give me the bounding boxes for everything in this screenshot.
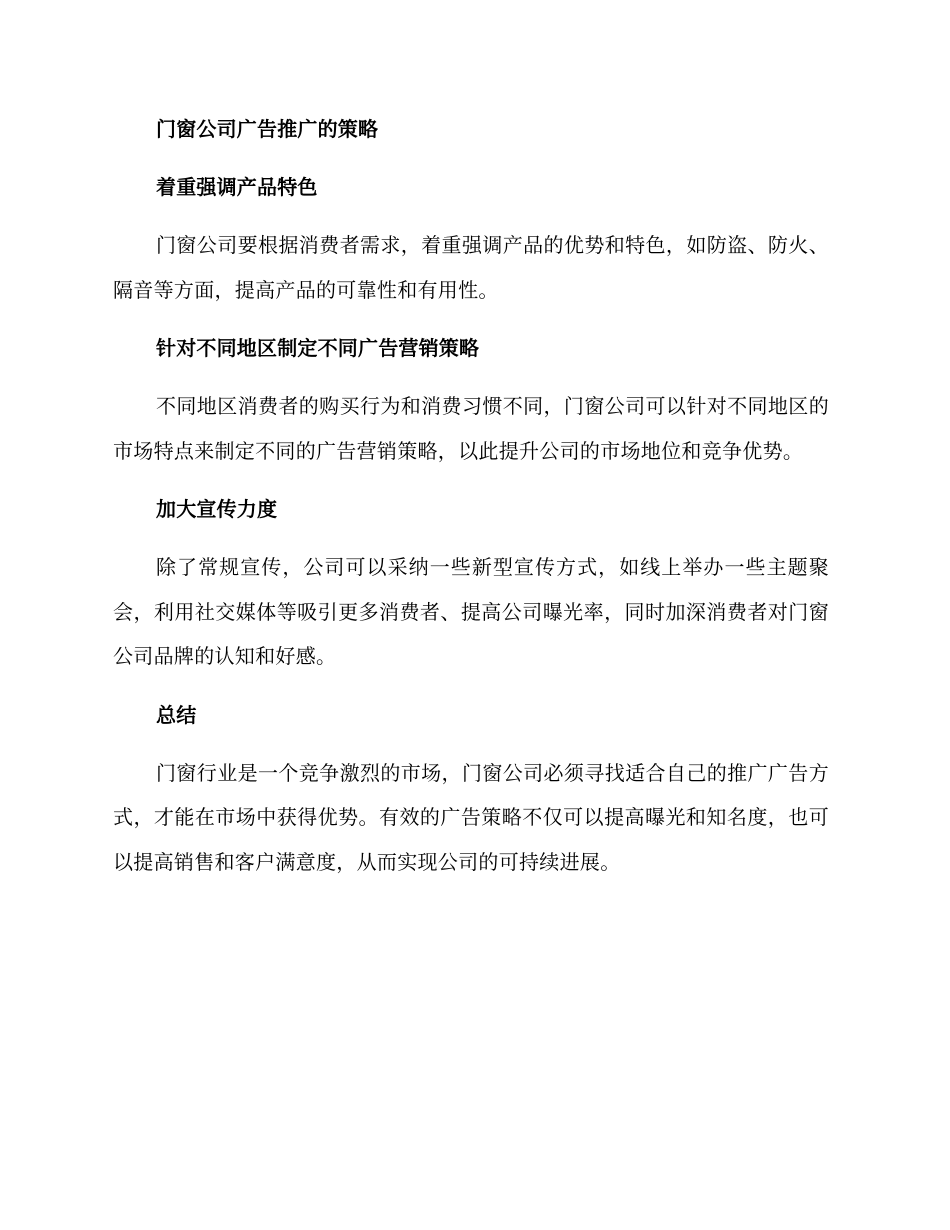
section-heading: 加大宣传力度 [156, 497, 278, 521]
section-paragraph: 门窗行业是一个竞争激烈的市场，门窗公司必须寻找适合自己的推广广告方式，才能在市场中获得优势。有效的广告策略不仅可以提高曝光和知名度，也可以提高销售和客户满意度，从而实现公司的可持续进展。 [113, 760, 829, 874]
section-heading: 总结 [156, 702, 197, 727]
document-body [113, 107, 829, 884]
section-paragraph: 门窗公司要根据消费者需求，着重强调产品的优势和特色，如防盗、防火、隔音等方面，提高产品的可靠性和有用性。 [113, 233, 829, 302]
section-heading: 着重强调产品特色 [156, 175, 318, 199]
section-heading: 针对不同地区制定不同广告营销策略 [156, 336, 480, 360]
document-title: 门窗公司广告推广的策略 [156, 117, 379, 141]
section-paragraph: 不同地区消费者的购买行为和消费习惯不同，门窗公司可以针对不同地区的市场特点来制定不同的广告营销策略，以此提升公司的市场地位和竞争优势。 [113, 394, 829, 463]
section-paragraph: 除了常规宣传，公司可以采纳一些新型宣传方式，如线上举办一些主题聚会，利用社交媒体等吸引更多消费者、提高公司曝光率，同时加深消费者对门窗公司品牌的认知和好感。 [113, 555, 829, 668]
